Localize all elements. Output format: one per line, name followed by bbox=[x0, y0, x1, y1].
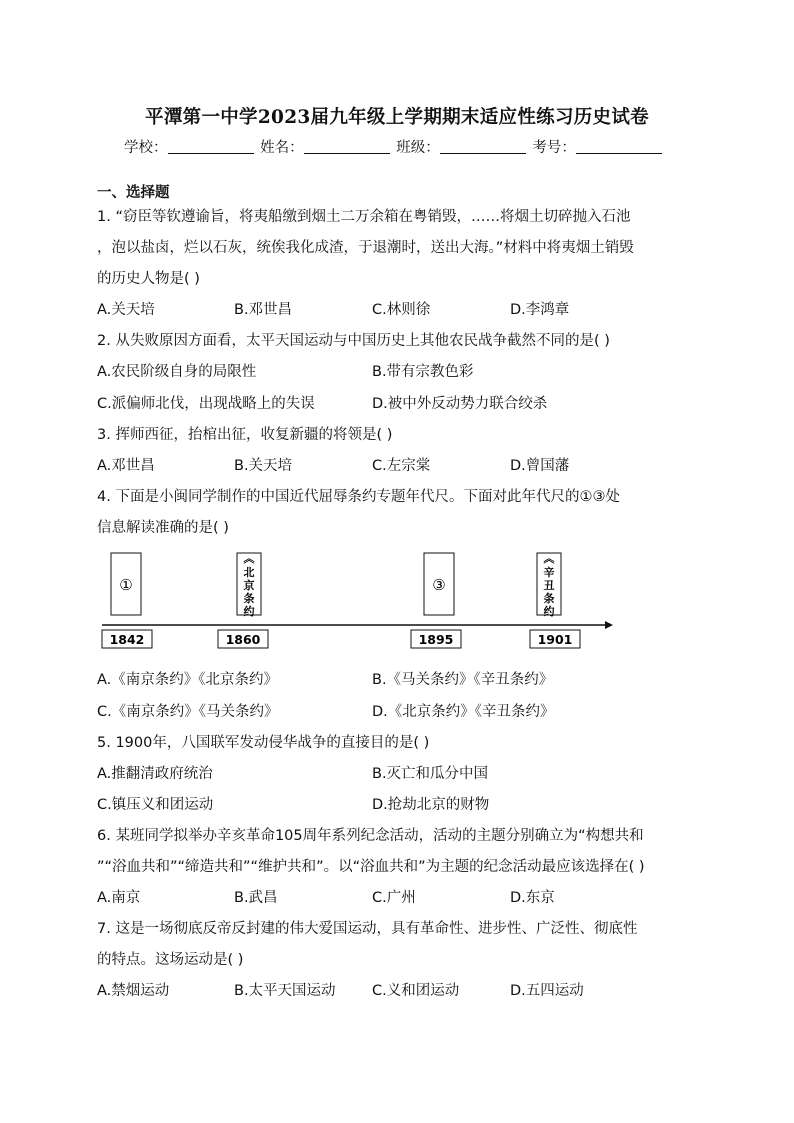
year-label-1901: 1901 bbox=[537, 632, 573, 647]
q5-line-1: 5. 1900年，八国联军发动侵华战争的直接目的是( ) bbox=[97, 735, 430, 751]
student-info-row bbox=[124, 136, 664, 157]
q7-line-1: 7. 这是一场彻底反帝反封建的伟大爱国运动，具有革命性、进步性、广泛性、彻底性 bbox=[97, 921, 638, 937]
timeline-box-4-label: ︽辛丑条约 bbox=[543, 552, 555, 618]
q2-option-d[interactable]: D.被中外反动势力联合绞杀 bbox=[372, 396, 548, 412]
name-label: 姓名： bbox=[260, 140, 304, 156]
q1-line-1: 1. “窃臣等钦遵谕旨，将夷船缴到烟土二万余箱在粤销毁，……将烟土切碎抛入石池 bbox=[97, 209, 631, 225]
q1-option-c[interactable]: C.林则徐 bbox=[372, 302, 431, 318]
exam-number-blank[interactable] bbox=[576, 139, 662, 154]
q6-line-2: ”“浴血共和”“缔造共和”“维护共和”。以“浴血共和”为主题的纪念活动最应该选择在( ) bbox=[97, 859, 645, 875]
class-label: 班级： bbox=[396, 140, 440, 156]
timeline-arrow-icon bbox=[605, 621, 613, 629]
q6-option-d[interactable]: D.东京 bbox=[510, 890, 555, 906]
class-blank[interactable] bbox=[440, 139, 526, 154]
section-heading: 一、选择题 bbox=[97, 185, 170, 201]
timeline-box-3-label: ③ bbox=[432, 576, 446, 594]
q5-option-c[interactable]: C.镇压义和团运动 bbox=[97, 797, 214, 813]
q2-option-a[interactable]: A.农民阶级自身的局限性 bbox=[97, 364, 257, 380]
q6-option-c[interactable]: C.广州 bbox=[372, 890, 416, 906]
q6-line-1: 6. 某班同学拟举办辛亥革命105周年系列纪念活动，活动的主题分别确立为“构想共和 bbox=[97, 828, 644, 844]
q6-option-a[interactable]: A.南京 bbox=[97, 890, 141, 906]
exam-number-label: 考号： bbox=[532, 140, 576, 156]
q2-line-1: 2. 从失败原因方面看，太平天国运动与中国历史上其他农民战争截然不同的是( ) bbox=[97, 333, 610, 349]
q1-line-3: 的历史人物是( ) bbox=[97, 271, 200, 287]
school-blank[interactable] bbox=[168, 139, 254, 154]
year-label-1860: 1860 bbox=[225, 632, 261, 647]
q7-option-c[interactable]: C.义和团运动 bbox=[372, 983, 460, 999]
q7-line-2: 的特点。这场运动是( ) bbox=[97, 952, 244, 968]
q6-option-b[interactable]: B.武昌 bbox=[234, 890, 278, 906]
q1-option-a[interactable]: A.关天培 bbox=[97, 302, 155, 318]
timeline-box-1-label: ① bbox=[119, 576, 133, 594]
q4-option-c[interactable]: C.《南京条约》《马关条约》 bbox=[97, 704, 279, 720]
q4-option-a[interactable]: A.《南京条约》《北京条约》 bbox=[97, 672, 279, 688]
year-label-1895: 1895 bbox=[418, 632, 454, 647]
q7-option-d[interactable]: D.五四运动 bbox=[510, 983, 584, 999]
name-blank[interactable] bbox=[304, 139, 390, 154]
q4-line-1: 4. 下面是小闽同学制作的中国近代屈辱条约专题年代尺。下面对此年代尺的①③处 bbox=[97, 489, 620, 505]
page-title: 平潭第一中学2023届九年级上学期期末适应性练习历史试卷 bbox=[145, 107, 649, 128]
q5-option-d[interactable]: D.抢劫北京的财物 bbox=[372, 797, 490, 813]
year-label-1842: 1842 bbox=[109, 632, 145, 647]
q3-option-d[interactable]: D.曾国藩 bbox=[510, 458, 570, 474]
q1-option-b[interactable]: B.邓世昌 bbox=[234, 302, 293, 318]
q1-option-d[interactable]: D.李鸿章 bbox=[510, 302, 570, 318]
timeline-box-2-label: ︽北京条约 bbox=[243, 552, 255, 618]
treaty-timeline bbox=[100, 545, 620, 655]
school-label: 学校： bbox=[124, 140, 168, 156]
q2-option-b[interactable]: B.带有宗教色彩 bbox=[372, 364, 474, 380]
q4-option-b[interactable]: B.《马关条约》《辛丑条约》 bbox=[372, 672, 554, 688]
q3-line-1: 3. 挥师西征，抬棺出征，收复新疆的将领是( ) bbox=[97, 427, 393, 443]
q5-option-a[interactable]: A.推翻清政府统治 bbox=[97, 766, 213, 782]
q3-option-a[interactable]: A.邓世昌 bbox=[97, 458, 155, 474]
q1-line-2: ，泡以盐卤，烂以石灰，统俟我化成渣，于退潮时，送出大海。”材料中将夷烟土销毁 bbox=[97, 240, 634, 256]
q7-option-a[interactable]: A.禁烟运动 bbox=[97, 983, 170, 999]
q4-option-d[interactable]: D.《北京条约》《辛丑条约》 bbox=[372, 704, 555, 720]
q3-option-b[interactable]: B.关天培 bbox=[234, 458, 293, 474]
q4-line-2: 信息解读准确的是( ) bbox=[97, 520, 229, 536]
q3-option-c[interactable]: C.左宗棠 bbox=[372, 458, 431, 474]
q2-option-c[interactable]: C.派偏师北伐，出现战略上的失误 bbox=[97, 396, 315, 412]
q5-option-b[interactable]: B.灭亡和瓜分中国 bbox=[372, 766, 489, 782]
q7-option-b[interactable]: B.太平天国运动 bbox=[234, 983, 336, 999]
